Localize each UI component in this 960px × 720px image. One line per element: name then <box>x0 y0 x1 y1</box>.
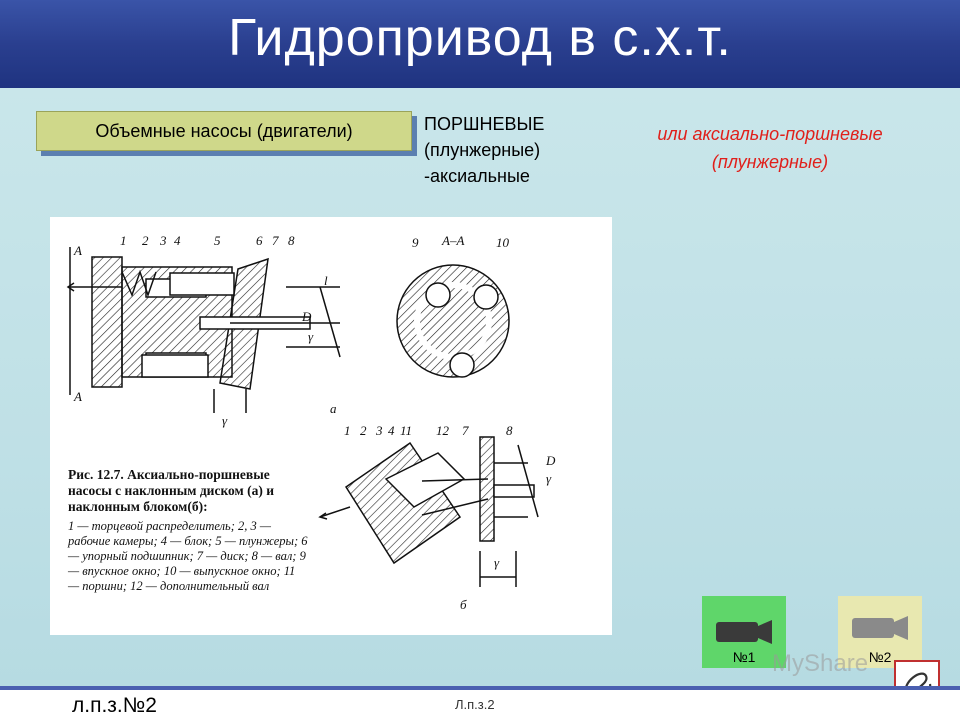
pump-type-text <box>424 111 544 189</box>
dimension-letter: l <box>324 273 328 288</box>
callout-number: 11 <box>400 423 413 438</box>
caption-heading: Рис. 12.7. Аксиально-поршневые насосы с наклонным диском (а) и наклонным блоком(б): <box>68 467 275 514</box>
alt-name-line: или аксиально-поршневые <box>657 124 883 144</box>
angle-letter: γ <box>308 329 314 344</box>
callout-number: 6 <box>256 233 263 248</box>
subfigure-label-b: б <box>460 597 467 612</box>
section-letter: A <box>74 389 82 404</box>
callout-number: 7 <box>462 423 469 438</box>
pump-diagram-figure <box>50 217 612 635</box>
callout-number: 2 <box>142 233 149 248</box>
callout-number: 2 <box>360 423 367 438</box>
alt-name-text <box>600 120 940 176</box>
callout-number: 7 <box>272 233 279 248</box>
alt-name-line: (плунжерные) <box>711 152 829 172</box>
callout-number: 12 <box>436 423 449 438</box>
dimension-letter: D <box>546 453 556 468</box>
footer-lab-number: л.п.з.№2 <box>72 694 157 717</box>
dimension-letter: D <box>302 309 312 324</box>
callout-number: 1 <box>120 233 127 248</box>
slide-title: Гидропривод в с.х.т. <box>228 9 732 67</box>
figure-caption <box>68 467 308 594</box>
nav-button-1-label: №1 <box>732 649 756 665</box>
pump-drawing-b <box>320 437 538 587</box>
header-bar <box>0 0 960 88</box>
callout-number: 9 <box>412 235 419 250</box>
callout-number: 4 <box>174 233 181 248</box>
caption-body: 1 — торцевой распределитель; 2, 3 — рабочие камеры; 4 — блок; 5 — плунжеры; 6 — упорный подшипник; 7 — диск; 8 — вал; 9 — впускное окно; 10 — выпускное окно; 11 — поршни; 12 — дополнительный вал <box>68 519 308 593</box>
nav-button-2-label: №2 <box>868 649 892 665</box>
callout-number: 4 <box>388 423 395 438</box>
callout-number: 3 <box>376 423 383 438</box>
pump-type-line: (плунжерные) <box>424 140 541 160</box>
callout-number: 1 <box>344 423 351 438</box>
category-label: Объемные насосы (двигатели) <box>36 111 412 151</box>
callout-number: 3 <box>160 233 167 248</box>
section-letter: A <box>74 243 82 258</box>
callout-number: 5 <box>214 233 221 248</box>
callout-number: 8 <box>288 233 295 248</box>
callout-number: 8 <box>506 423 513 438</box>
angle-letter: γ <box>494 555 500 570</box>
callout-number: 10 <box>496 235 509 250</box>
section-label: A–A <box>442 233 465 248</box>
watermark-text: MyShare <box>772 650 869 677</box>
footer-center-text: Л.п.з.2 <box>455 697 495 712</box>
pump-drawing-a <box>68 247 340 413</box>
section-aa-drawing <box>397 265 509 377</box>
angle-letter: γ <box>546 471 552 486</box>
angle-letter: γ <box>222 413 228 428</box>
pump-type-line: -аксиальные <box>424 166 530 186</box>
pump-type-line: ПОРШНЕВЫЕ <box>424 114 545 134</box>
subfigure-label-a: а <box>330 401 337 416</box>
